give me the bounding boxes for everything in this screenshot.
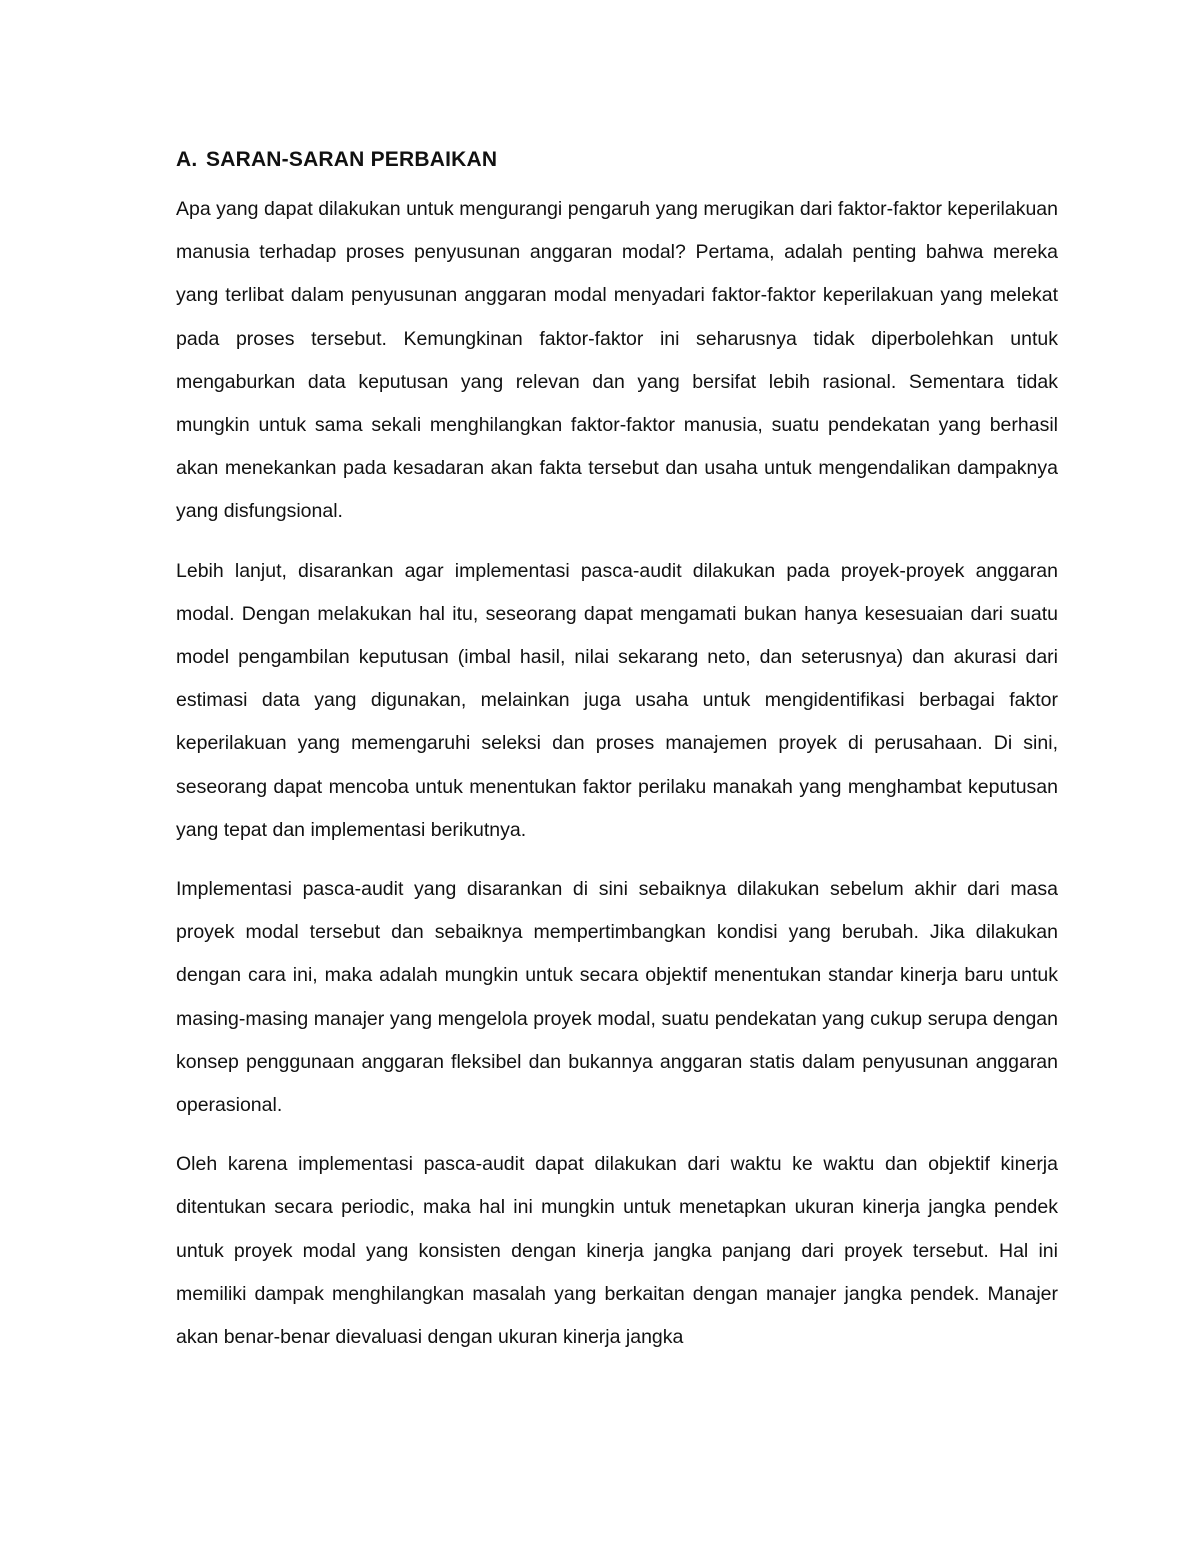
paragraph-1: Apa yang dapat dilakukan untuk mengurangi pengaruh yang merugikan dari faktor-faktor keperilakuan manusia terhadap proses penyusunan anggaran modal? Pertama, adalah penting bahwa mereka yang terlibat dalam penyusunan anggaran modal menyadari faktor-faktor keperilakuan yang melekat pada proses tersebut. Kemungkinan faktor-faktor ini seharusnya tidak diperbolehkan untuk mengaburkan data keputusan yang relevan dan yang bersifat lebih rasional. Sementara tidak mungkin untuk sama sekali menghilangkan faktor-faktor manusia, suatu pendekatan yang berhasil akan menekankan pada kesadaran akan fakta tersebut dan usaha untuk mengendalikan dampaknya yang disfungsional. [176,198,1058,523]
section-marker: A. [176,148,198,171]
paragraph-3: Implementasi pasca-audit yang disarankan di sini sebaiknya dilakukan sebelum akhir dari masa proyek modal tersebut dan sebaiknya mempertimbangkan kondisi yang berubah. Jika dilakukan dengan cara ini, maka adalah mungkin untuk secara objektif menentukan standar kinerja baru untuk masing-masing manajer yang mengelola proyek modal, suatu pendekatan yang cukup serupa dengan konsep penggunaan anggaran fleksibel dan bukannya anggaran statis dalam penyusunan anggaran operasional. [176,878,1058,1117]
section-heading [176,142,1058,178]
document-body [176,142,1058,1375]
paragraph-2: Lebih lanjut, disarankan agar implementasi pasca-audit dilakukan pada proyek-proyek anggaran modal. Dengan melakukan hal itu, seseorang dapat mengamati bukan hanya kesesuaian dari suatu model pengambilan keputusan (imbal hasil, nilai sekarang neto, dan seterusnya) dan akurasi dari estimasi data yang digunakan, melainkan juga usaha untuk mengidentifikasi berbagai faktor keperilakuan yang memengaruhi seleksi dan proses manajemen proyek di perusahaan. Di sini, seseorang dapat mencoba untuk menentukan faktor perilaku manakah yang menghambat keputusan yang tepat dan implementasi berikutnya. [176,559,1058,841]
section-title: SARAN-SARAN PERBAIKAN [206,148,498,171]
paragraph-4: Oleh karena implementasi pasca-audit dapat dilakukan dari waktu ke waktu dan objektif kinerja ditentukan secara periodic, maka hal ini mungkin untuk menetapkan ukuran kinerja jangka pendek untuk proyek modal yang konsisten dengan kinerja jangka panjang dari proyek tersebut. Hal ini memiliki dampak menghilangkan masalah yang berkaitan dengan manajer jangka pendek. Manajer akan benar-benar dievaluasi dengan ukuran kinerja jangka [176,1153,1058,1349]
